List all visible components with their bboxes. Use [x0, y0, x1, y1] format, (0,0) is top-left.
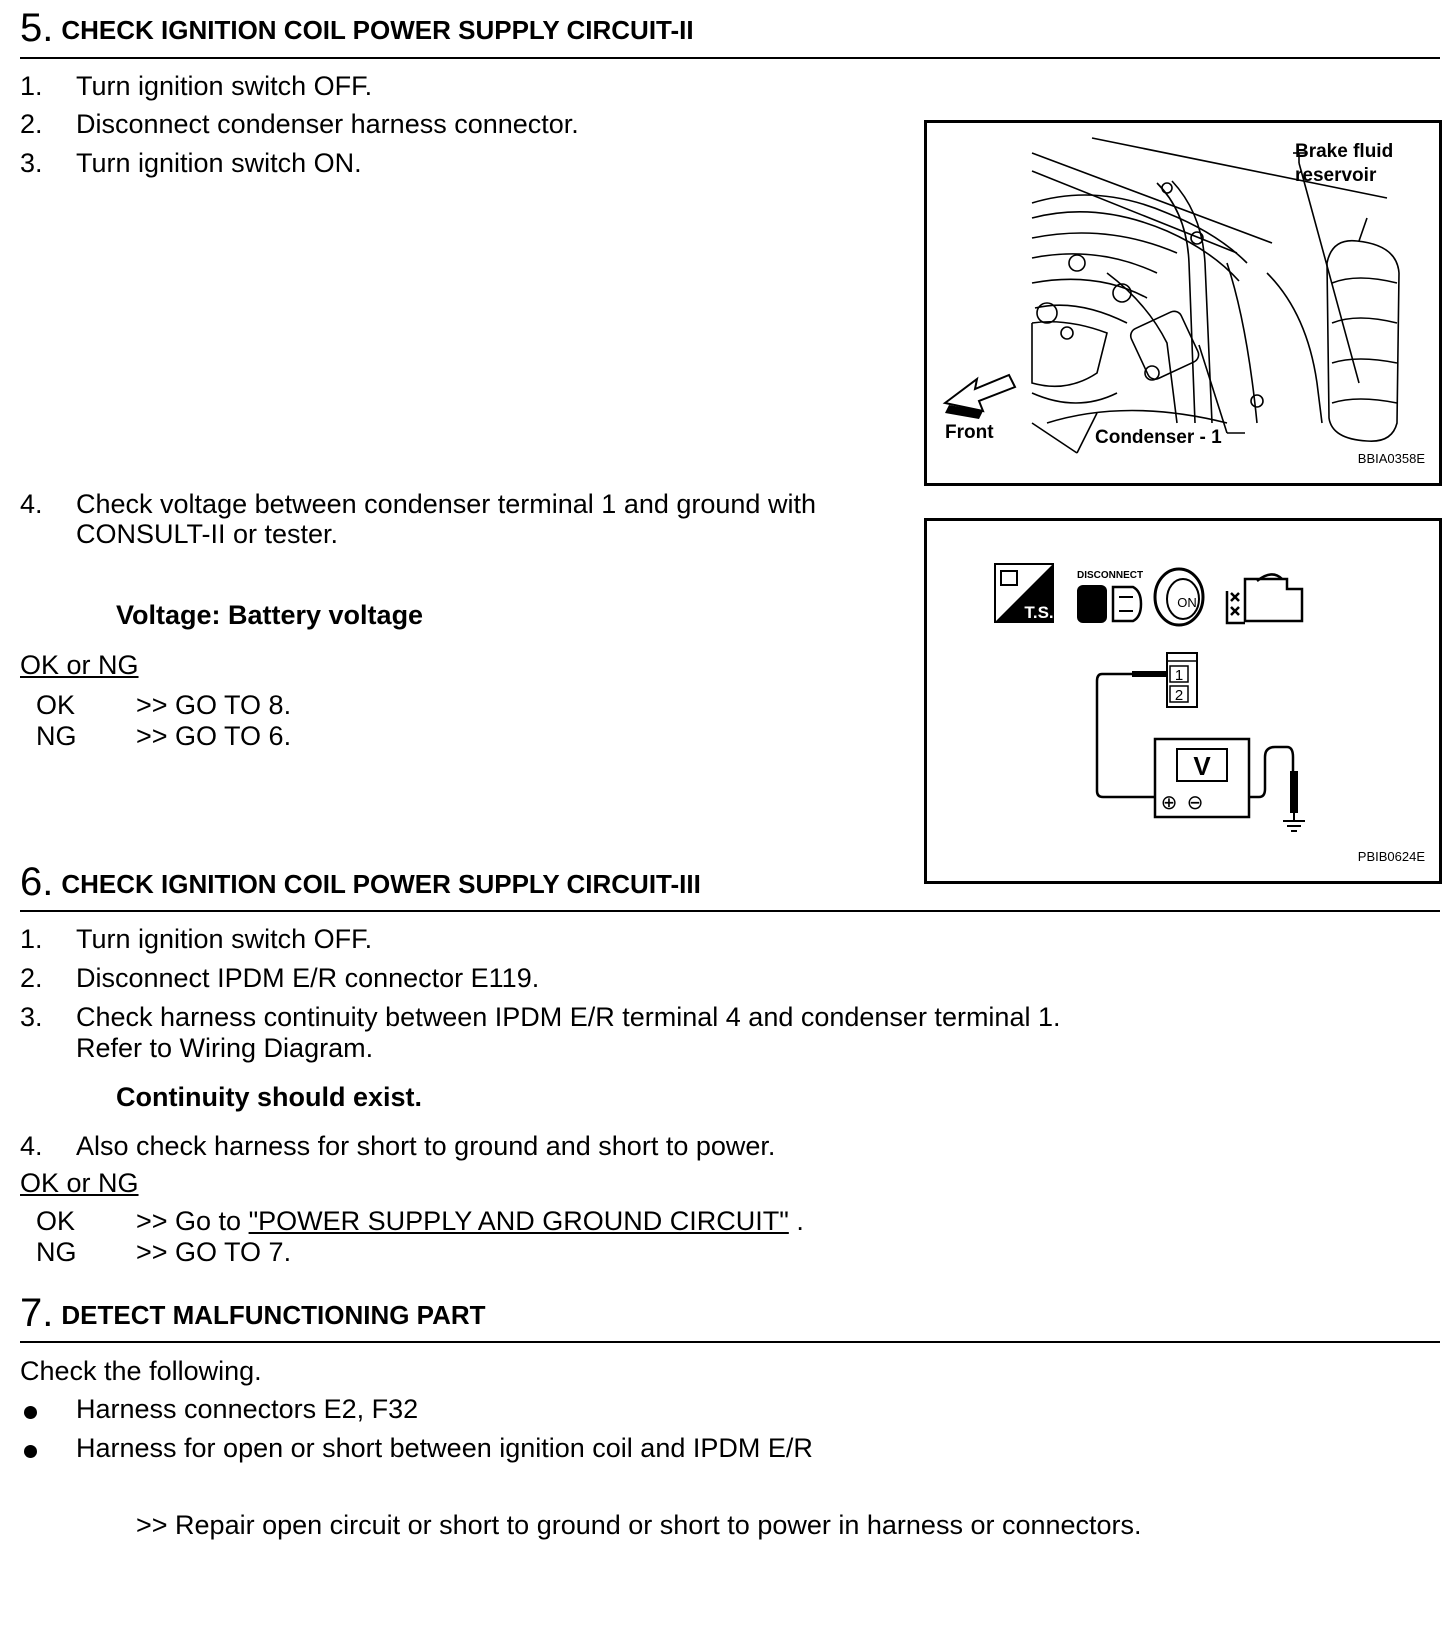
bullet-icon	[24, 1445, 37, 1458]
section-5-heading	[20, 8, 694, 48]
section-6-ok-or-ng: OK or NG	[20, 1168, 139, 1198]
ground-probe	[1290, 771, 1298, 813]
section-6-spec: Continuity should exist.	[116, 1082, 423, 1112]
engine-bay-illustration	[927, 123, 1439, 483]
section-7-title: DETECT MALFUNCTIONING PART	[61, 1300, 486, 1330]
figure-1-code: BBIA0358E	[1357, 451, 1425, 466]
minus-terminal: ⊖	[1186, 790, 1204, 814]
section-5-title: CHECK IGNITION COIL POWER SUPPLY CIRCUIT-II	[61, 15, 694, 45]
figure-2-code: PBIB0624E	[1357, 849, 1425, 864]
section-6-rule	[20, 910, 1440, 912]
label-brake-fluid: Brake fluid	[1295, 141, 1394, 162]
section-6-result-ok: OK >> Go to "POWER SUPPLY AND GROUND CIRCUIT" .	[36, 1206, 804, 1236]
section-5-rule	[20, 57, 1440, 59]
terminal-1-label: 1	[1174, 667, 1184, 684]
label-front: Front	[945, 422, 994, 443]
voltmeter	[1155, 739, 1249, 817]
voltage-check-illustration	[927, 521, 1439, 881]
section-5-ok-or-ng: OK or NG	[20, 650, 139, 680]
section-5-result-ng: NG >> GO TO 6.	[36, 721, 292, 751]
ignition-on-icon	[1155, 569, 1203, 625]
power-supply-ground-circuit-link[interactable]: "POWER SUPPLY AND GROUND CIRCUIT"	[248, 1206, 789, 1236]
front-arrow-icon	[945, 375, 1015, 419]
ts-label: T.S.	[1024, 603, 1054, 622]
on-label: ON	[1177, 595, 1197, 610]
disconnect-label: DISCONNECT	[1077, 570, 1144, 581]
bullet-icon	[24, 1406, 37, 1419]
label-reservoir: reservoir	[1295, 165, 1377, 186]
section-6-result-ng: NG >> GO TO 7.	[36, 1237, 292, 1267]
label-condenser: Condenser - 1	[1095, 427, 1222, 448]
engine-icon	[1227, 574, 1302, 623]
figure-voltage-check	[924, 518, 1442, 884]
tools-icon	[995, 564, 1054, 622]
figure-condenser-location	[924, 120, 1442, 486]
section-6-heading	[20, 862, 701, 902]
section-6-number: 6.	[20, 860, 54, 904]
section-6-title: CHECK IGNITION COIL POWER SUPPLY CIRCUIT-III	[61, 869, 701, 899]
section-7-final-action: >> Repair open circuit or short to ground or short to power in harness or connectors.	[136, 1510, 1142, 1540]
disconnect-icon	[1077, 570, 1143, 623]
plus-terminal: ⊕	[1160, 790, 1178, 814]
condenser-connector	[1167, 653, 1197, 707]
section-5-number: 5.	[20, 6, 54, 50]
section-7-intro: Check the following.	[20, 1356, 262, 1386]
section-5-spec: Voltage: Battery voltage	[116, 600, 424, 630]
section-7-heading	[20, 1293, 486, 1333]
section-5-result-ok: OK >> GO TO 8.	[36, 690, 292, 720]
terminal-2-label: 2	[1174, 687, 1184, 704]
section-7-rule	[20, 1341, 1440, 1343]
section-7-number: 7.	[20, 1291, 54, 1335]
ground-icon	[1283, 813, 1305, 831]
meter-label: V	[1193, 751, 1211, 781]
